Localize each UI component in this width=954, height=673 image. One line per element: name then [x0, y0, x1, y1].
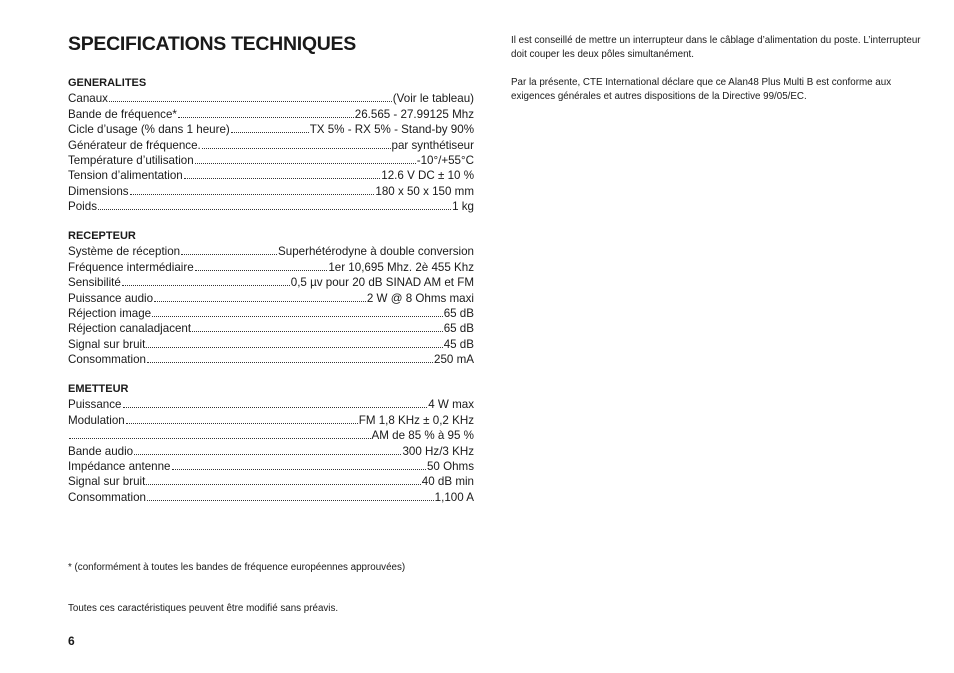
spec-row — [68, 244, 474, 259]
conformity-declaration: Par la présente, CTE International déclare que ce Alan48 Plus Multi B est conforme aux exigences générales et autres dispositions de la Directive 99/05/EC. — [511, 77, 892, 102]
disclaimer: Toutes ces caractéristiques peuvent être modifié sans préavis. — [68, 603, 339, 614]
spec-row — [68, 275, 474, 290]
section-heading: GENERALITES — [68, 77, 147, 89]
leader-dots — [184, 177, 381, 179]
spec-label: Sensibilité — [68, 276, 121, 290]
spec-row — [68, 352, 474, 367]
spec-value: 180 x 50 x 150 mm — [375, 184, 474, 198]
leader-dots — [178, 116, 354, 118]
spec-row — [68, 168, 474, 183]
spec-row — [68, 107, 474, 122]
spec-label: Bande audio — [68, 444, 134, 458]
leader-dots — [154, 300, 366, 302]
leader-dots — [130, 193, 375, 195]
spec-row — [68, 291, 474, 306]
spec-row — [68, 428, 474, 443]
spec-value: 26.565 - 27.99125 Mhz — [354, 107, 474, 121]
spec-row — [68, 321, 474, 336]
specifications-list — [68, 76, 474, 520]
spec-value: 65 dB — [443, 306, 474, 320]
spec-label: Consommation — [68, 490, 146, 504]
spec-value: Superhétérodyne à double conversion — [278, 245, 474, 259]
spec-value: -10°/+55°C — [416, 153, 474, 167]
spec-label: Réjection canaladjacent — [68, 322, 192, 336]
spec-label: Impédance antenne — [68, 459, 171, 473]
spec-label: Poids — [68, 200, 98, 214]
leader-dots — [123, 406, 428, 408]
spec-label: Signal sur bruit — [68, 337, 146, 351]
leader-dots — [152, 315, 443, 317]
spec-label: Tension d’alimentation — [68, 169, 183, 183]
leader-dots — [122, 284, 290, 286]
spec-value: 40 dB min — [421, 475, 474, 489]
spec-label: Température d’utilisation — [68, 153, 194, 167]
spec-row — [68, 91, 474, 106]
leader-dots — [146, 346, 442, 348]
spec-row — [68, 184, 474, 199]
section-heading: EMETTEUR — [68, 383, 129, 396]
spec-value: 0,5 µv pour 20 dB SINAD AM et FM — [290, 276, 474, 290]
spec-section — [68, 382, 474, 505]
page-number: 6 — [68, 634, 75, 648]
spec-section — [68, 229, 474, 368]
footnote: * (conformément à toutes les bandes de fréquence européennes approuvées) — [68, 562, 406, 573]
spec-value: 4 W max — [428, 398, 474, 412]
spec-label: Signal sur bruit — [68, 475, 146, 489]
spec-row — [68, 138, 474, 153]
spec-label: Modulation — [68, 413, 125, 427]
spec-label: Consommation — [68, 353, 146, 367]
leader-dots — [109, 100, 392, 102]
page-title: SPECIFICATIONS TECHNIQUES — [68, 33, 356, 55]
leader-dots — [147, 499, 434, 501]
spec-value: 300 Hz/3 KHz — [402, 444, 474, 458]
spec-value: 1 kg — [452, 200, 474, 214]
leader-dots — [146, 483, 420, 485]
spec-value: (Voir le tableau) — [392, 92, 474, 106]
spec-row — [68, 260, 474, 275]
spec-value: 2 W @ 8 Ohms maxi — [366, 291, 474, 305]
leader-dots — [134, 453, 401, 455]
spec-row — [68, 153, 474, 168]
spec-row — [68, 337, 474, 352]
spec-label: Réjection image — [68, 306, 152, 320]
leader-dots — [69, 437, 371, 439]
spec-value: 50 Ohms — [426, 459, 474, 473]
leader-dots — [192, 330, 443, 332]
leader-dots — [126, 422, 358, 424]
spec-value: FM 1,8 KHz ± 0,2 KHz — [358, 413, 474, 427]
spec-value: 1,100 A — [434, 490, 474, 504]
leader-dots — [98, 208, 451, 210]
spec-label: Cicle d’usage (% dans 1 heure) — [68, 123, 230, 137]
leader-dots — [202, 147, 391, 149]
spec-value: 1er 10,695 Mhz. 2è 455 Khz — [328, 260, 474, 274]
spec-label: Générateur de fréquence. — [68, 138, 201, 152]
spec-section — [68, 76, 474, 215]
spec-row — [68, 199, 474, 214]
spec-row — [68, 490, 474, 505]
spec-value: TX 5% - RX 5% - Stand-by 90% — [309, 123, 474, 137]
spec-value: par synthétiseur — [391, 138, 474, 152]
leader-dots — [195, 162, 416, 164]
spec-label: Puissance audio — [68, 291, 154, 305]
spec-value: 45 dB — [443, 337, 474, 351]
right-column — [511, 34, 923, 118]
leader-dots — [147, 361, 433, 363]
spec-label: Dimensions — [68, 184, 129, 198]
spec-label: Bande de fréquence* — [68, 107, 177, 121]
spec-row — [68, 306, 474, 321]
wiring-note: Il est conseillé de mettre un interrupteur dans le câblage d’alimentation du poste. L’interrupteur doit couper les deux pôles simultanément. — [511, 35, 921, 60]
spec-value: 65 dB — [443, 322, 474, 336]
leader-dots — [172, 468, 426, 470]
spec-value: 12.6 V DC ± 10 % — [381, 169, 474, 183]
section-heading: RECEPTEUR — [68, 230, 136, 243]
spec-label: Fréquence intermédiaire — [68, 260, 194, 274]
spec-row — [68, 459, 474, 474]
spec-row — [68, 122, 474, 137]
spec-row — [68, 444, 474, 459]
spec-row — [68, 397, 474, 412]
spec-value: 250 mA — [434, 353, 474, 367]
spec-label: Canaux — [68, 92, 108, 106]
spec-label: Système de réception — [68, 245, 181, 259]
spec-row — [68, 413, 474, 428]
spec-value: AM de 85 % à 95 % — [371, 429, 474, 443]
spec-row — [68, 474, 474, 489]
leader-dots — [195, 269, 328, 271]
leader-dots — [231, 131, 309, 133]
leader-dots — [181, 253, 277, 255]
spec-label: Puissance — [68, 398, 122, 412]
